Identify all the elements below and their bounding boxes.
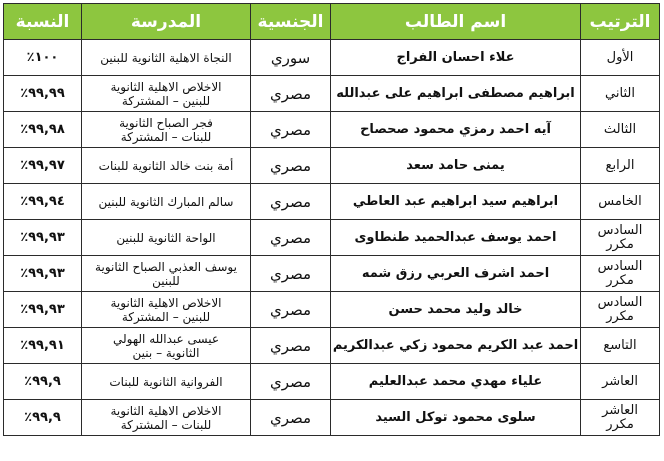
student-name-cell: سلوى محمود توكل السيد	[331, 400, 581, 436]
rank-cell	[581, 292, 660, 328]
school-cell-line: سالم المبارك الثانوية للبنين	[98, 194, 234, 209]
student-name-cell: احمد عبد الكريم محمود زكي عبدالكريم	[331, 328, 581, 364]
results-table-body	[4, 40, 660, 436]
table-row	[4, 112, 660, 148]
table-row	[4, 148, 660, 184]
school-cell	[82, 256, 251, 292]
school-cell-line: للبنات – المشتركة	[120, 129, 212, 144]
school-cell-line: للبنين – المشتركة	[121, 93, 211, 108]
rank-cell-line: مكرر	[606, 272, 634, 288]
rank-cell	[581, 400, 660, 436]
rank-cell-line: مكرر	[606, 236, 634, 252]
nationality-cell: مصري	[251, 328, 331, 364]
percentage-cell: ٩٩,٩١٪	[4, 328, 82, 364]
header-percentage: النسبة	[4, 4, 82, 40]
rank-cell-line: مكرر	[606, 308, 634, 324]
nationality-cell: مصري	[251, 148, 331, 184]
school-cell	[82, 400, 251, 436]
header-student-name: اسم الطالب	[331, 4, 581, 40]
percentage-cell: ٩٩,٩٣٪	[4, 256, 82, 292]
table-row	[4, 76, 660, 112]
student-name-cell: آيه احمد رمزي محمود صحصاح	[331, 112, 581, 148]
rank-cell	[581, 148, 660, 184]
rank-cell-line: مكرر	[606, 416, 634, 432]
table-row	[4, 400, 660, 436]
student-name-cell: علياء مهدي محمد عبدالعليم	[331, 364, 581, 400]
nationality-cell: سوري	[251, 40, 331, 76]
rank-cell	[581, 220, 660, 256]
rank-cell-line: التاسع	[603, 337, 637, 353]
school-cell	[82, 148, 251, 184]
table-row	[4, 220, 660, 256]
table-row	[4, 292, 660, 328]
rank-cell-line: العاشر	[602, 402, 638, 418]
percentage-cell: ٩٩,٩٣٪	[4, 220, 82, 256]
nationality-cell: مصري	[251, 184, 331, 220]
student-name-cell: يمنى حامد سعد	[331, 148, 581, 184]
school-cell	[82, 364, 251, 400]
rank-cell-line: الرابع	[605, 157, 635, 173]
table-row	[4, 256, 660, 292]
percentage-cell: ٩٩,٩٤٪	[4, 184, 82, 220]
percentage-cell: ٩٩,٩٣٪	[4, 292, 82, 328]
school-cell-line: النجاة الاهلية الثانوية للبنين	[100, 50, 232, 65]
nationality-cell: مصري	[251, 256, 331, 292]
school-cell-line: فجر الصباح الثانوية	[119, 115, 213, 130]
table-row	[4, 184, 660, 220]
percentage-cell: ٩٩,٩٩٪	[4, 76, 82, 112]
rank-cell	[581, 40, 660, 76]
table-row	[4, 364, 660, 400]
nationality-cell: مصري	[251, 112, 331, 148]
student-name-cell: خالد وليد محمد حسن	[331, 292, 581, 328]
nationality-cell: مصري	[251, 76, 331, 112]
rank-cell-line: الخامس	[598, 193, 642, 209]
school-cell	[82, 112, 251, 148]
rank-cell-line: الأول	[606, 49, 634, 65]
school-cell-line: الاخلاص الاهلية الثانوية	[110, 295, 222, 310]
school-cell-line: يوسف العذبي الصباح الثانوية	[95, 259, 237, 274]
percentage-cell: ٩٩,٩٪	[4, 364, 82, 400]
table-row	[4, 40, 660, 76]
rank-cell-line: العاشر	[602, 373, 638, 389]
school-cell	[82, 184, 251, 220]
rank-cell-line: الثالث	[603, 121, 637, 137]
rank-cell	[581, 328, 660, 364]
header-row	[4, 4, 660, 40]
rank-cell	[581, 184, 660, 220]
student-name-cell: احمد يوسف عبدالحميد طنطاوى	[331, 220, 581, 256]
percentage-cell: ٩٩,٩٧٪	[4, 148, 82, 184]
student-name-cell: ابراهيم سيد ابراهيم عبد العاطي	[331, 184, 581, 220]
school-cell-line: الفروانية الثانوية للبنات	[109, 374, 223, 389]
school-cell-line: الواحة الثانوية للبنين	[116, 230, 216, 245]
school-cell-line: أمة بنت خالد الثانوية للبنات	[98, 158, 234, 173]
school-cell-line: الاخلاص الاهلية الثانوية	[110, 403, 222, 418]
results-table-container	[3, 3, 660, 436]
student-name-cell: علاء احسان الفراج	[331, 40, 581, 76]
results-table	[3, 3, 660, 436]
rank-cell	[581, 364, 660, 400]
rank-cell-line: السادس	[597, 258, 643, 274]
rank-cell	[581, 112, 660, 148]
percentage-cell: ١٠٠٪	[4, 40, 82, 76]
rank-cell-line: السادس	[597, 222, 643, 238]
rank-cell-line: السادس	[597, 294, 643, 310]
school-cell-line: للبنين	[152, 273, 180, 288]
school-cell-line: عيسى عبدالله الهولي	[113, 331, 219, 346]
header-school: المدرسة	[82, 4, 251, 40]
school-cell-line: الاخلاص الاهلية الثانوية	[110, 79, 222, 94]
school-cell	[82, 328, 251, 364]
percentage-cell: ٩٩,٩٨٪	[4, 112, 82, 148]
school-cell	[82, 40, 251, 76]
table-row	[4, 328, 660, 364]
school-cell	[82, 220, 251, 256]
school-cell	[82, 292, 251, 328]
student-name-cell: ابراهيم مصطفى ابراهيم على عبدالله	[331, 76, 581, 112]
header-nationality: الجنسية	[251, 4, 331, 40]
school-cell-line: الثانوية – بنين	[132, 345, 200, 360]
percentage-cell: ٩٩,٩٪	[4, 400, 82, 436]
nationality-cell: مصري	[251, 400, 331, 436]
student-name-cell: احمد اشرف العربي رزق شمه	[331, 256, 581, 292]
rank-cell	[581, 76, 660, 112]
school-cell	[82, 76, 251, 112]
school-cell-line: للبنين – المشتركة	[121, 309, 211, 324]
header-rank: الترتيب	[581, 4, 660, 40]
nationality-cell: مصري	[251, 292, 331, 328]
school-cell-line: للبنات – المشتركة	[120, 417, 212, 432]
nationality-cell: مصري	[251, 220, 331, 256]
rank-cell-line: الثاني	[605, 85, 635, 101]
rank-cell	[581, 256, 660, 292]
nationality-cell: مصري	[251, 364, 331, 400]
